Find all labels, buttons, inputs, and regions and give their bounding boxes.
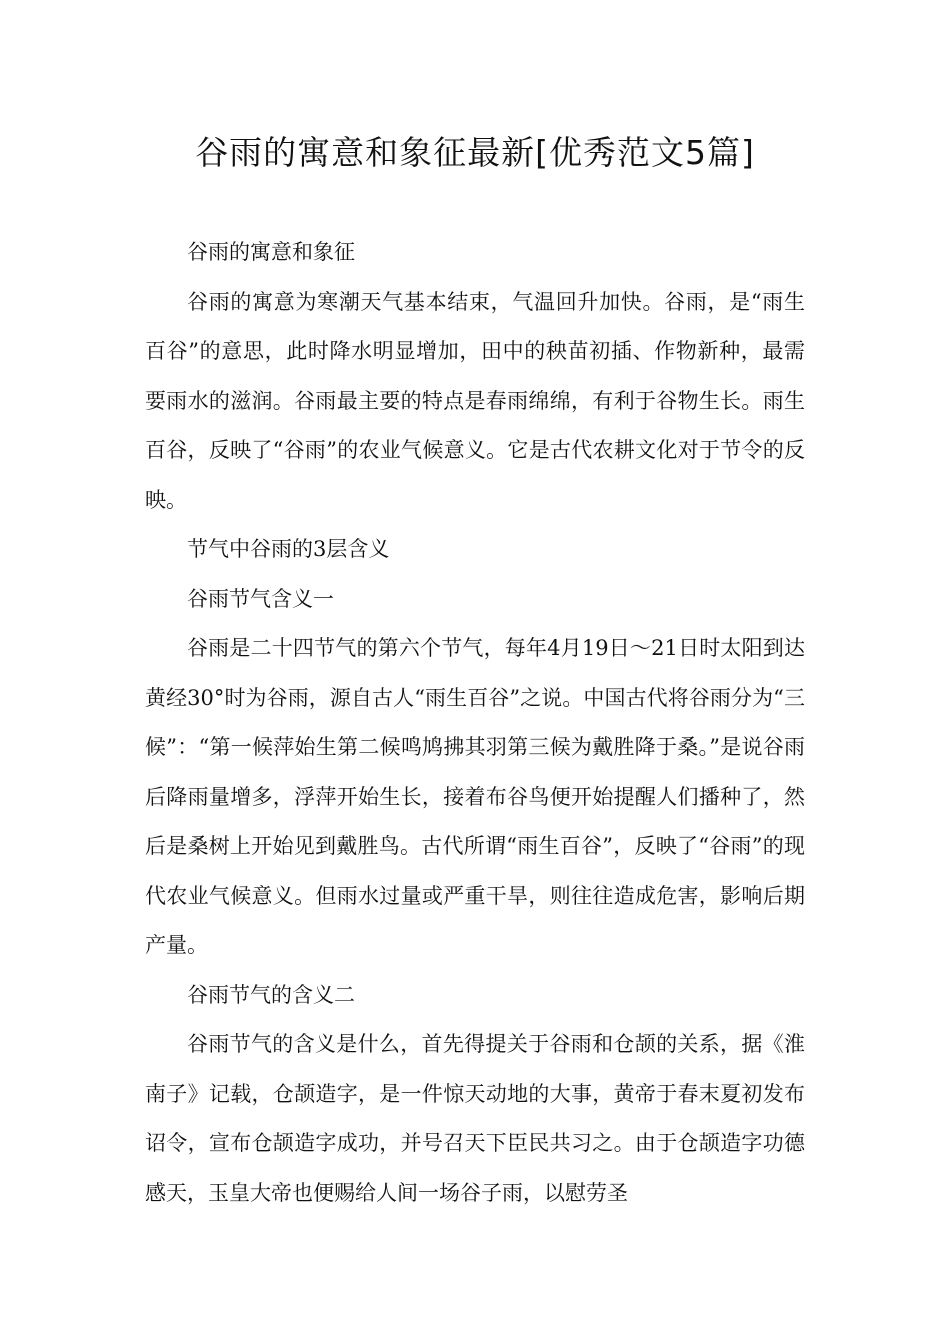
- body-paragraph: 谷雨是二十四节气的第六个节气，每年4月19日～21日时太阳到达黄经30°时为谷雨，源自古人“雨生百谷”之说。中国古代将谷雨分为“三候”：“第一候萍始生第二候鸣鸠拂其羽第三候为戴胜降于桑。”是说谷雨后降雨量增多，浮萍开始生长，接着布谷鸟便开始提醒人们播种了，然后是桑树上开始见到戴胜鸟。古代所谓“雨生百谷”，反映了“谷雨”的现代农业气候意义。但雨水过量或严重干旱，则往往造成危害，影响后期产量。: [145, 636, 805, 957]
- section-heading: 节气中谷雨的3层含义: [187, 537, 390, 561]
- document-title: 谷雨的寓意和象征最新[优秀范文5篇]: [195, 133, 755, 172]
- document-body: [145, 228, 805, 1218]
- section-heading: 谷雨的寓意和象征: [187, 240, 355, 264]
- body-paragraph: 谷雨节气的含义是什么，首先得提关于谷雨和仓颉的关系，据《淮南子》记载，仓颉造字，是一件惊天动地的大事，黄帝于春末夏初发布诏令，宣布仓颉造字成功，并号召天下臣民共习之。由于仓颉造字功德感天，玉皇大帝也便赐给人间一场谷子雨，以慰劳圣: [145, 1032, 805, 1205]
- body-paragraph: 谷雨的寓意为寒潮天气基本结束，气温回升加快。谷雨，是“雨生百谷”的意思，此时降水明显增加，田中的秧苗初插、作物新种，最需要雨水的滋润。谷雨最主要的特点是春雨绵绵，有利于谷物生长。雨生百谷，反映了“谷雨”的农业气候意义。它是古代农耕文化对于节令的反映。: [145, 289, 805, 512]
- section-heading: 谷雨节气含义一: [187, 586, 334, 611]
- section-heading: 谷雨节气的含义二: [187, 982, 355, 1007]
